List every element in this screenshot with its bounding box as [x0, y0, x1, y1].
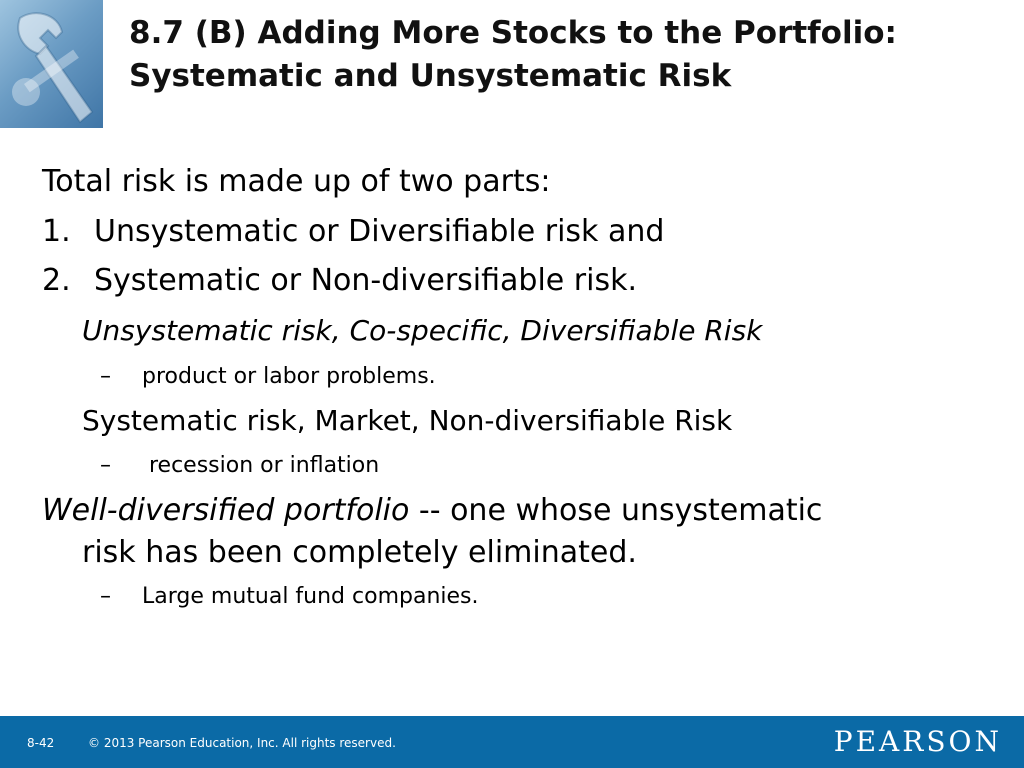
list-number: 1. — [42, 214, 71, 249]
copyright-notice: © 2013 Pearson Education, Inc. All rights reserved. — [88, 736, 396, 750]
wrench-logo — [0, 0, 103, 128]
list-item-2 — [42, 263, 637, 298]
publisher-logo: PEARSON — [833, 725, 1002, 758]
dash-bullet: – — [100, 584, 111, 609]
definition: -- one whose unsystematic — [409, 493, 823, 528]
slide-title: 8.7 (B) Adding More Stocks to the Portfolio: Systematic and Unsystematic Risk — [129, 15, 897, 94]
footer-bar — [0, 716, 1024, 768]
example-text: product or labor problems. — [142, 364, 436, 389]
list-item-1 — [42, 214, 664, 249]
example-text: Large mutual fund companies. — [142, 584, 479, 609]
well-diversified-example — [100, 584, 479, 609]
example-text: recession or inflation — [142, 453, 380, 478]
page-number: 8-42 — [27, 736, 55, 750]
term: Well-diversified portfolio — [42, 493, 410, 528]
systematic-example — [100, 453, 379, 478]
well-diversified-line — [42, 493, 822, 528]
intro-line: Total risk is made up of two parts: — [42, 164, 551, 199]
systematic-heading: Systematic risk, Market, Non-diversifiable Risk — [82, 404, 733, 437]
unsystematic-heading: Unsystematic risk, Co-specific, Diversifiable Risk — [82, 314, 763, 347]
dash-bullet: – — [100, 364, 111, 389]
list-number: 2. — [42, 263, 71, 298]
unsystematic-example — [100, 364, 436, 389]
list-item-text: Systematic or Non-diversifiable risk. — [94, 263, 637, 298]
wrench-icon — [0, 0, 103, 128]
dash-bullet: – — [100, 453, 111, 478]
list-item-text: Unsystematic or Diversifiable risk and — [94, 214, 665, 249]
well-diversified-continuation: risk has been completely eliminated. — [82, 535, 637, 570]
